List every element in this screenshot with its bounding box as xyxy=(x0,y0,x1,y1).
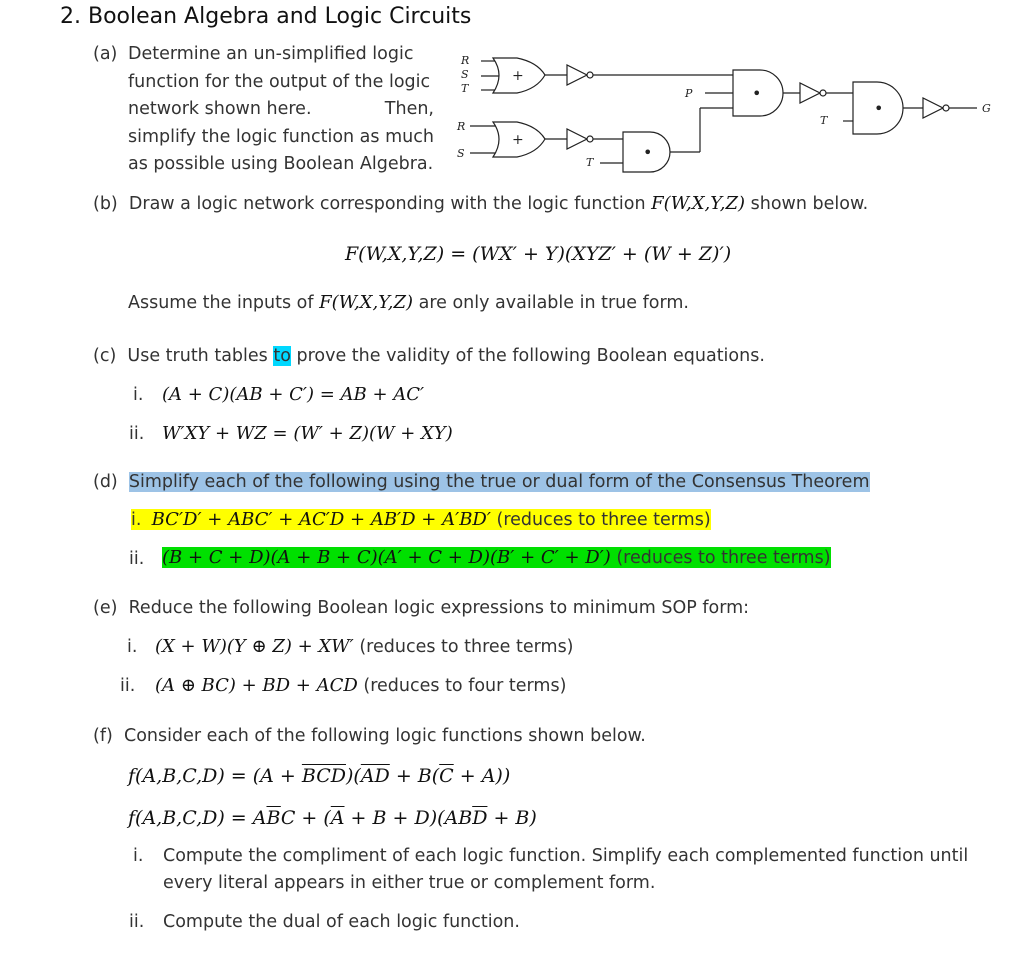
part-d-item-1-note: (reduces to three terms) xyxy=(490,510,711,530)
f1-a: f(A,B,C,D) = (A + xyxy=(128,765,302,787)
f1-f: $\overline{C}$ xyxy=(439,765,454,787)
f1-g: + A)) xyxy=(453,765,511,787)
part-a-line-4: simplify the logic function as much xyxy=(128,127,434,147)
part-b-assume xyxy=(128,292,689,313)
part-f-function-1 xyxy=(128,765,510,787)
part-b-assume-after: are only available in true form. xyxy=(413,293,689,313)
part-a-line-3b: Then, xyxy=(384,99,434,119)
input-t3-label: T xyxy=(820,114,828,127)
part-c-item-1-expr: (A + C)(AB + C′) = AB + AC′ xyxy=(162,384,425,405)
f2-a: f(A,B,C,D) = A xyxy=(128,807,267,829)
part-a-line-5: as possible using Boolean Algebra. xyxy=(128,154,434,174)
part-c-item-2-num: ii. xyxy=(129,424,145,444)
input-p-label: P xyxy=(685,87,693,100)
logic-circuit-diagram xyxy=(445,38,1015,178)
part-f-item-2-num: ii. xyxy=(129,912,145,932)
part-e-tag: (e) xyxy=(93,598,118,618)
part-f-item-2-line-1: Compute the dual of each logic function. xyxy=(163,912,520,932)
part-d-item-1-num: i. xyxy=(131,510,142,530)
input-t1-label: T xyxy=(461,82,469,95)
f1-e: + B( xyxy=(389,765,440,787)
part-e-item-1-note: (reduces to three terms) xyxy=(353,637,574,657)
part-f-tag: (f) xyxy=(93,726,113,746)
part-c-item-2-expr: W′XY + WZ = (W′ + Z)(W + XY) xyxy=(162,423,453,444)
not-gate-3 xyxy=(800,83,820,103)
part-e-item-2-expr: (A ⊕ BC) + BD + ACD xyxy=(155,675,358,696)
part-f-function-2 xyxy=(128,807,537,829)
part-d-tag: (d) xyxy=(93,472,118,492)
f1-b: $\overline{BCD}$ xyxy=(301,765,346,787)
part-f-instruction: Consider each of the following logic functions shown below. xyxy=(123,726,646,746)
or-gate-1-symbol: + xyxy=(512,68,524,84)
part-c-highlight-to: to xyxy=(273,346,291,366)
and-gate-right-symbol: • xyxy=(874,99,884,118)
f2-g: + B) xyxy=(487,807,537,829)
part-b-func: F(W,X,Y,Z) xyxy=(651,193,746,214)
part-c-tag: (c) xyxy=(93,346,117,366)
part-d-item-1-expr: BC′D′ + ABC′ + AC′D + AB′D + A′BD′ xyxy=(151,509,491,530)
part-d-instruction: Simplify each of the following using the true or dual form of the Consensus Theorem xyxy=(128,472,870,492)
f2-b: $\overline{B}$ xyxy=(266,807,281,829)
f2-e: + B + D)(AB xyxy=(344,807,473,829)
not-gate-2 xyxy=(567,129,587,149)
part-e-item-2-num: ii. xyxy=(120,676,136,696)
problem-title: 2. Boolean Algebra and Logic Circuits xyxy=(60,4,472,29)
input-r1-label: R xyxy=(461,54,470,67)
part-f-item-1-line-1: Compute the compliment of each logic function. Simplify each complemented function until xyxy=(163,846,969,866)
part-d-item-2-num: ii. xyxy=(129,549,145,569)
or-gate-2-symbol: + xyxy=(512,132,524,148)
part-e-text xyxy=(93,598,749,618)
part-b-equation: F(W,X,Y,Z) = (WX′ + Y)(XYZ′ + (W + Z)′) xyxy=(345,243,732,265)
part-e-item-1 xyxy=(155,636,574,657)
f1-d: $\overline{AD}$ xyxy=(360,765,390,787)
part-d-text xyxy=(93,472,870,492)
and-gate-bottom-symbol: • xyxy=(643,143,653,162)
part-d-item-1 xyxy=(131,509,711,530)
part-b-assume-func: F(W,X,Y,Z) xyxy=(319,292,414,313)
part-a-line-1: Determine an un-simplified logic xyxy=(128,44,414,64)
part-e-item-2-note: (reduces to four terms) xyxy=(357,676,567,696)
part-e-item-1-num: i. xyxy=(127,637,138,657)
input-t2-label: T xyxy=(586,156,594,169)
part-c-text-2: prove the validity of the following Boolean equations. xyxy=(290,346,765,366)
part-d-item-2-expr: (B + C + D)(A + B + C)(A′ + C + D)(B′ + C′ + D′) xyxy=(162,547,611,568)
part-b-text-before: Draw a logic network corresponding with the logic function xyxy=(128,194,652,214)
part-e-instruction: Reduce the following Boolean logic expressions to minimum SOP form: xyxy=(128,598,750,618)
not-gate-4 xyxy=(923,98,943,118)
f2-d: $\overline{A}$ xyxy=(330,807,345,829)
part-c-text xyxy=(93,346,765,366)
f2-c: C + ( xyxy=(280,807,331,829)
part-e-item-1-expr: (X + W)(Y ⊕ Z) + XW′ xyxy=(155,636,354,657)
part-d-item-2 xyxy=(162,547,831,568)
part-e-item-2 xyxy=(155,675,566,696)
f1-c: )( xyxy=(345,765,361,787)
part-c-text-1: Use truth tables xyxy=(127,346,274,366)
input-s1-label: S xyxy=(461,68,469,81)
input-s2-label: S xyxy=(457,147,465,160)
input-r2-label: R xyxy=(457,120,466,133)
part-c-item-1-num: i. xyxy=(133,385,144,405)
and-gate-middle-symbol: • xyxy=(752,84,762,103)
part-a-line-3a: network shown here. xyxy=(128,99,312,119)
f2-f: $\overline{D}$ xyxy=(472,807,488,829)
part-d-item-2-note: (reduces to three terms) xyxy=(610,548,831,568)
part-a-tag: (a) xyxy=(93,44,118,64)
output-g-label: G xyxy=(982,102,991,115)
part-f-item-1-num: i. xyxy=(133,846,144,866)
part-a-line-3 xyxy=(128,99,434,119)
part-f-text xyxy=(93,726,646,746)
part-b-text xyxy=(93,193,868,214)
part-b-assume-before: Assume the inputs of xyxy=(128,293,320,313)
part-f-item-1-line-2: every literal appears in either true or complement form. xyxy=(163,873,656,893)
part-b-tag: (b) xyxy=(93,194,118,214)
not-gate-1 xyxy=(567,65,587,85)
part-b-text-after: shown below. xyxy=(745,194,869,214)
part-a-line-2: function for the output of the logic xyxy=(128,72,431,92)
